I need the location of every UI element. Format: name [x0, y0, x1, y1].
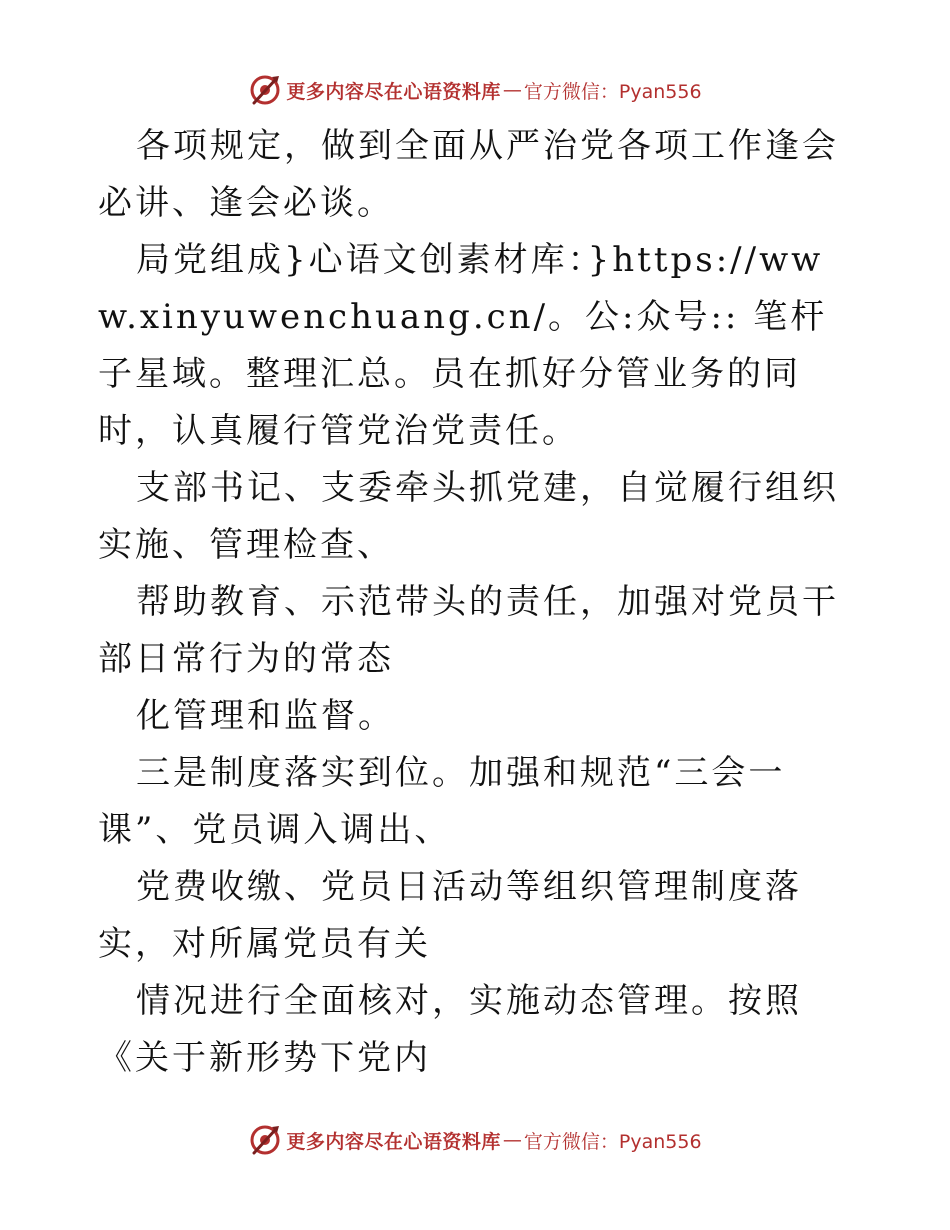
- banner-wechat: 官方微信：Pyan556: [523, 80, 702, 103]
- header-banner: [0, 70, 950, 110]
- quill-logo-icon: [248, 73, 282, 107]
- document-body: [98, 118, 858, 1087]
- banner-wechat: 官方微信：Pyan556: [523, 1130, 702, 1153]
- paragraph: 局党组成}心语文创素材库：}https://www.xinyuwenchuang.cn/。公:众号:: 笔杆子星域。整理汇总。员在抓好分管业务的同时，认真履行管党治党责任。: [98, 240, 828, 451]
- footer-banner: [0, 1120, 950, 1160]
- banner-title: 更多内容尽在心语资料库: [286, 1130, 501, 1153]
- banner-dash: —: [502, 79, 522, 101]
- paragraph: 支部书记、支委牵头抓党建，自觉履行组织实施、管理检查、: [98, 468, 839, 565]
- paragraph: 情况进行全面核对，实施动态管理。按照《关于新形势下党内: [98, 981, 802, 1078]
- paragraph: 帮助教育、示范带头的责任，加强对党员干部日常行为的常态: [98, 582, 839, 679]
- quill-logo-icon: [248, 1123, 282, 1157]
- paragraph: 党费收缴、党员日活动等组织管理制度落实，对所属党员有关: [98, 867, 802, 964]
- paragraph: 三是制度落实到位。加强和规范“三会一课”、党员调入调出、: [98, 753, 786, 850]
- banner-dash: —: [502, 1129, 522, 1151]
- banner-title: 更多内容尽在心语资料库: [286, 80, 501, 103]
- paragraph: 化管理和监督。: [136, 696, 395, 736]
- paragraph: 各项规定，做到全面从严治党各项工作逢会必讲、逢会必谈。: [98, 126, 839, 223]
